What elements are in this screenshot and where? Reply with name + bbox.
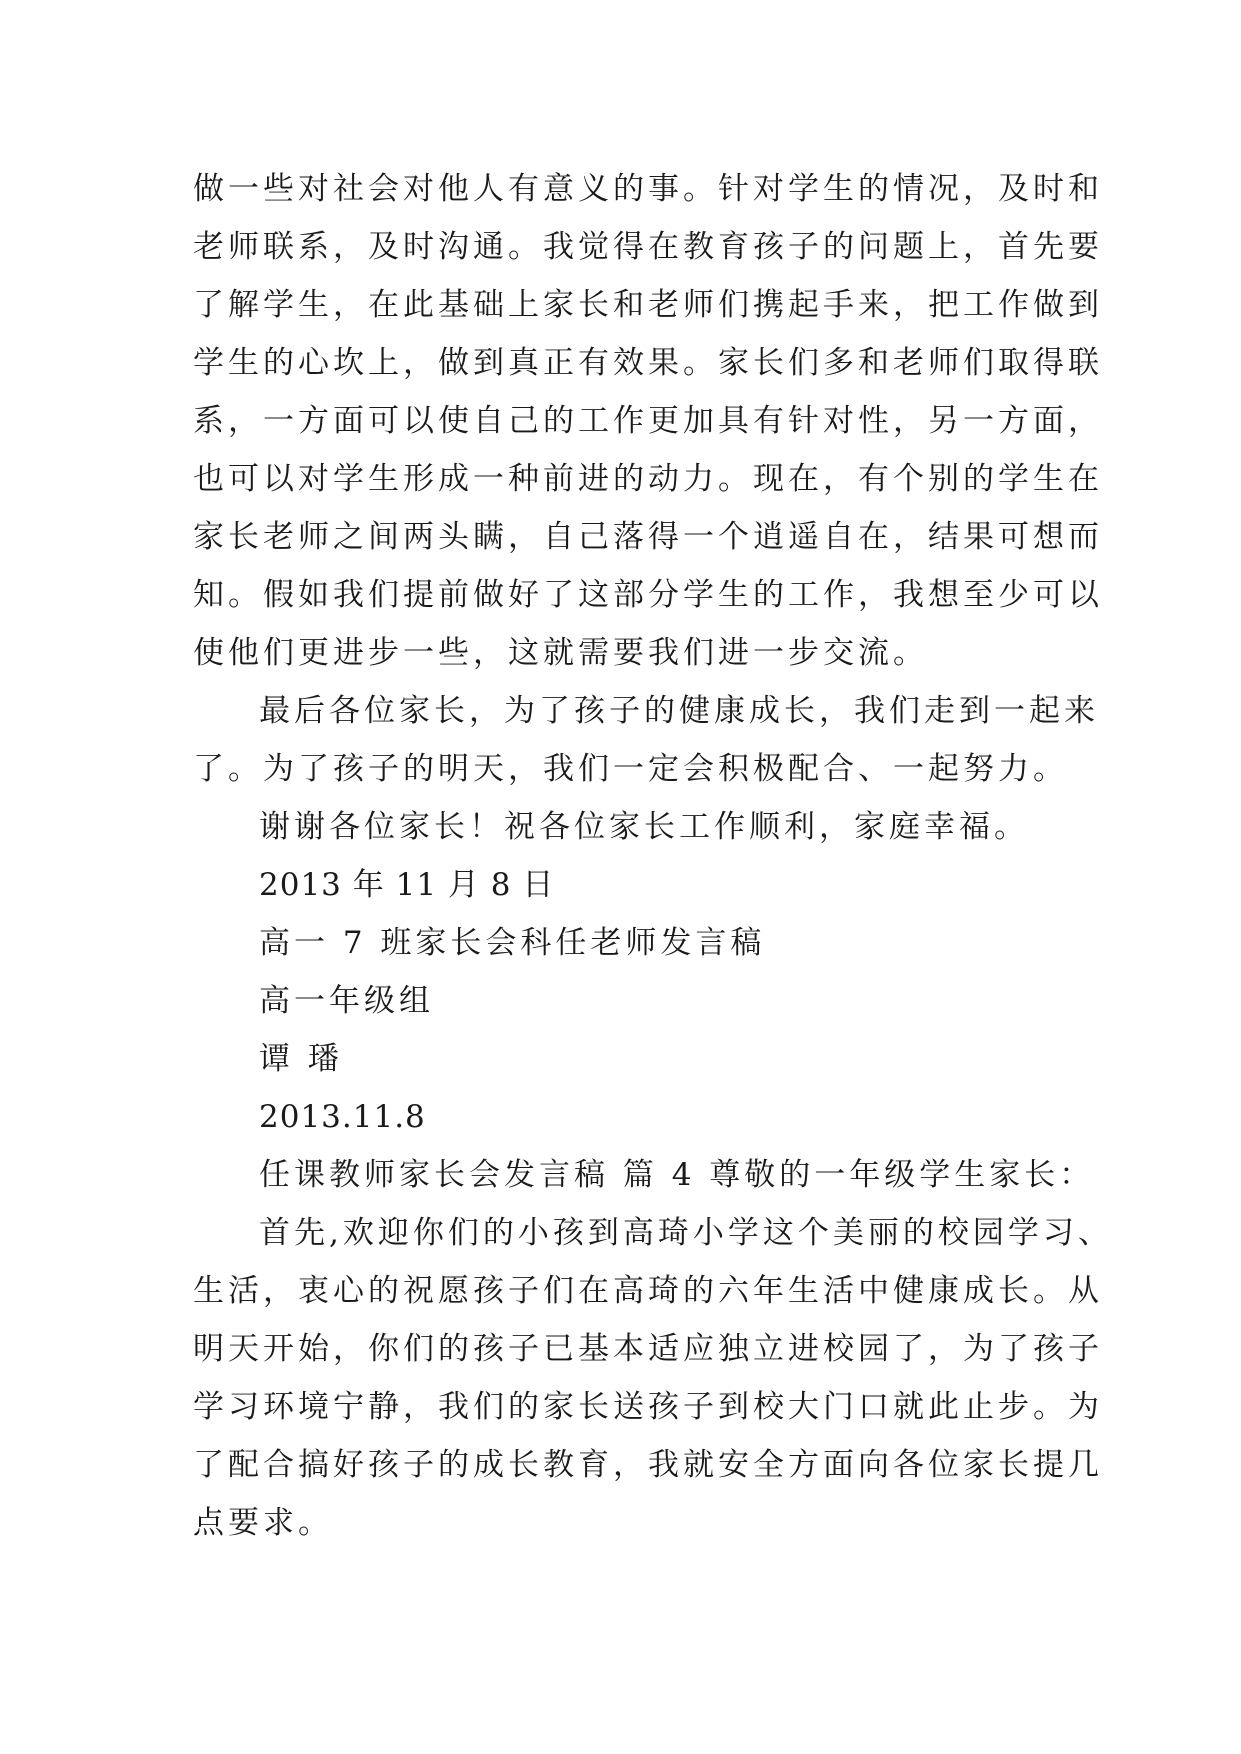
new-paragraph-line-6: 点要求。 [193,1505,333,1541]
body-line-2: 老师联系，及时沟通。我觉得在教育孩子的问题上，首先要 [193,229,1103,265]
speech-title-line: 高一 7 班家长会科任老师发言稿 [259,925,766,961]
author-name-line: 谭 璠 [259,1041,343,1077]
body-line-9: 使他们更进步一些，这就需要我们进一步交流。 [193,635,928,671]
body-line-5: 系，一方面可以使自己的工作更加具有针对性，另一方面， [193,403,1103,439]
body-line-4: 学生的心坎上，做到真正有效果。家长们多和老师们取得联 [193,345,1103,381]
body-line-1: 做一些对社会对他人有意义的事。针对学生的情况，及时和 [193,171,1103,207]
grade-group-line: 高一年级组 [259,983,434,1019]
date-line: 2013 年 11 月 8 日 [259,867,555,903]
body-line-3: 了解学生，在此基础上家长和老师们携起手来，把工作做到 [193,287,1103,323]
body-line-7: 家长老师之间两头瞒，自己落得一个逍遥自在，结果可想而 [193,519,1103,555]
new-paragraph-line-1: 首先,欢迎你们的小孩到高琦小学这个美丽的校园学习、 [259,1215,1113,1251]
closing-paragraph-line-1: 最后各位家长，为了孩子的健康成长，我们走到一起来 [259,693,1099,729]
new-paragraph-line-4: 学习环境宁静，我们的家长送孩子到校大门口就此止步。为 [193,1389,1103,1425]
body-line-8: 知。假如我们提前做好了这部分学生的工作，我想至少可以 [193,577,1103,613]
new-paragraph-line-3: 明天开始，你们的孩子已基本适应独立进校园了，为了孩子 [193,1331,1103,1367]
document-body [193,160,1113,1552]
thanks-line: 谢谢各位家长！祝各位家长工作顺利，家庭幸福。 [259,809,1029,845]
short-date-line: 2013.11.8 [259,1099,426,1135]
closing-paragraph-line-2: 了。为了孩子的明天，我们一定会积极配合、一起努力。 [193,751,1068,787]
body-line-6: 也可以对学生形成一种前进的动力。现在，有个别的学生在 [193,461,1103,497]
new-paragraph-line-5: 了配合搞好孩子的成长教育，我就安全方面向各位家长提几 [193,1447,1103,1483]
new-paragraph-line-2: 生活，衷心的祝愿孩子们在高琦的六年生活中健康成长。从 [193,1273,1103,1309]
section-heading-line: 任课教师家长会发言稿 篇 4 尊敬的一年级学生家长： [259,1157,1095,1193]
